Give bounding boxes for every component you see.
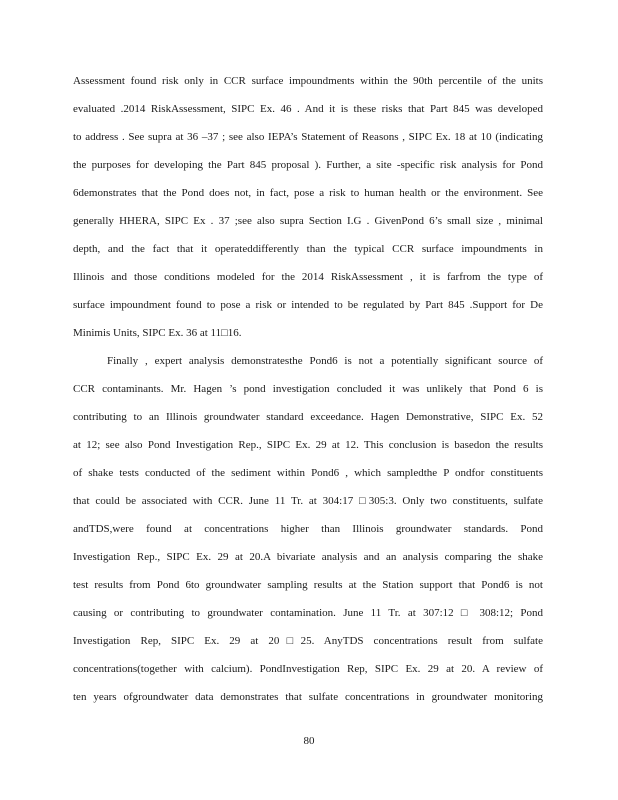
text-line: Investigation Rep., SIPC Ex. 29 at 20.A bivariate analysis and an analysis comparing the shake: [73, 551, 543, 563]
text-line: test results from Pond 6to groundwater sampling results at the Station support that Pond6 is not: [73, 579, 543, 591]
text-line: CCR contaminants. Mr. Hagen ’s pond investigation concluded it was unlikely that Pond 6 is: [73, 383, 543, 395]
text-line: Illinois and those conditions modeled for the 2014 RiskAssessment , it is farfrom the type of: [73, 271, 543, 283]
text-line: 6demonstrates that the Pond does not, in fact, pose a risk to human health or the environment. See: [73, 187, 543, 199]
text-line: ten years ofgroundwater data demonstrates that sulfate concentrations in groundwater monitoring: [73, 691, 543, 703]
text-line: andTDS,were found at concentrations higher than Illinois groundwater standards. Pond: [73, 523, 543, 535]
text-line: Assessment found risk only in CCR surface impoundments within the 90th percentile of the units: [73, 75, 543, 87]
text-line: to address . See supra at 36 –37 ; see also IEPA’s Statement of Reasons , SIPC Ex. 18 at 10 (indicating: [73, 131, 543, 143]
text-line: of shake tests conducted of the sediment within Pond6 , which sampledthe P ondfor constituents: [73, 467, 543, 479]
text-line: Minimis Units, SIPC Ex. 36 at 11□16.: [73, 327, 242, 339]
text-line: surface impoundment found to pose a risk or intended to be regulated by Part 845 .Support for De: [73, 299, 543, 311]
text-line: Investigation Rep, SIPC Ex. 29 at 20□25. AnyTDS concentrations result from sulfate: [73, 635, 543, 647]
text-line: evaluated .2014 RiskAssessment, SIPC Ex. 46 . And it is these risks that Part 845 was developed: [73, 103, 543, 115]
text-line: that could be associated with CCR. June 11 Tr. at 304:17 □305:3. Only two constituents, sulfate: [73, 495, 543, 507]
text-line: causing or contributing to groundwater contamination. June 11 Tr. at 307:12 □ 308:12; Pond: [73, 607, 543, 619]
text-line: contributing to an Illinois groundwater standard exceedance. Hagen Demonstrative, SIPC Ex. 52: [73, 411, 543, 423]
page-number: 80: [303, 735, 315, 747]
text-line: at 12; see also Pond Investigation Rep., SIPC Ex. 29 at 12. This conclusion is basedon the results: [73, 439, 543, 451]
paragraph-first-line: Finally , expert analysis demonstratesthe Pond6 is not a potentially significant source of: [107, 355, 543, 367]
text-line: the purposes for developing the Part 845 proposal ). Further, a site -specific risk analysis for Pond: [73, 159, 543, 171]
text-line: generally HHERA, SIPC Ex . 37 ;see also supra Section I.G . GivenPond 6’s small size , minimal: [73, 215, 543, 227]
text-line: depth, and the fact that it operateddifferently than the typical CCR surface impoundments in: [73, 243, 543, 255]
text-line: concentrations(together with calcium). PondInvestigation Rep, SIPC Ex. 29 at 20. A review of: [73, 663, 543, 675]
